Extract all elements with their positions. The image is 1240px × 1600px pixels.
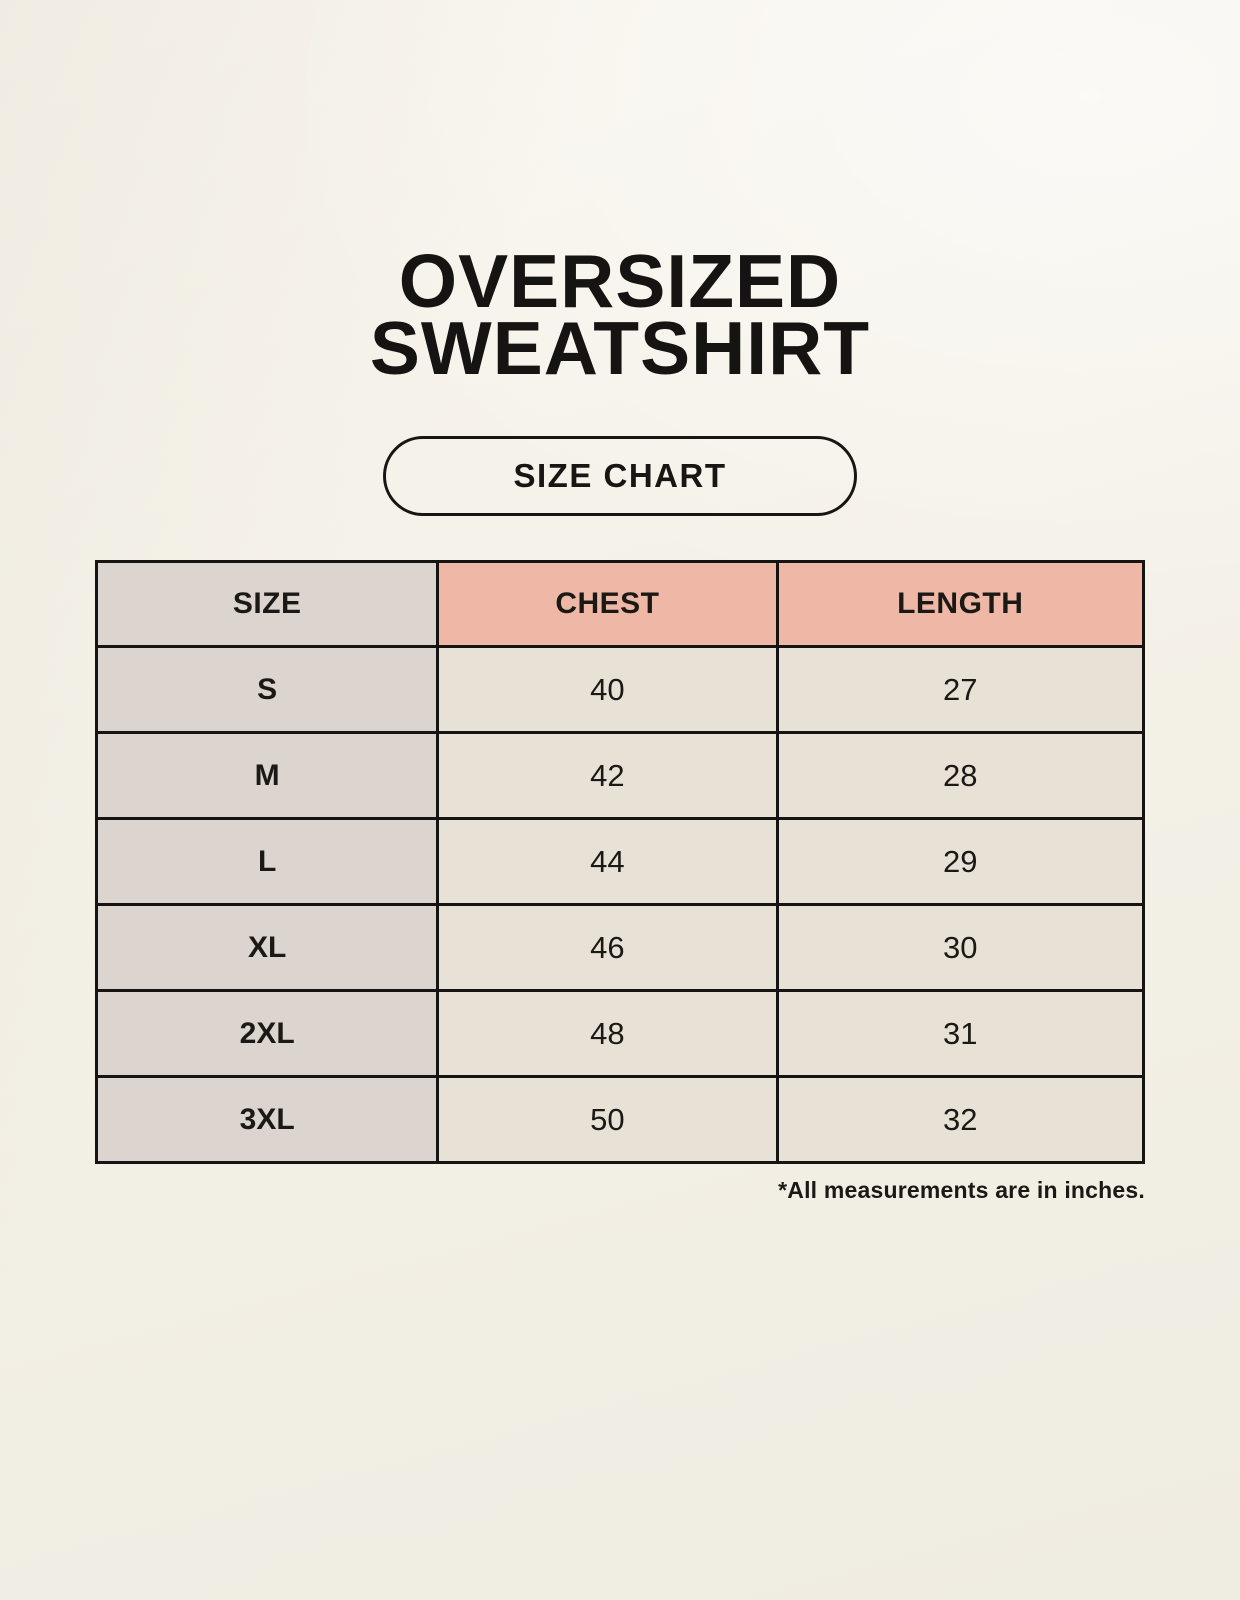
chest-value: 50 xyxy=(438,1077,777,1163)
size-label: 2XL xyxy=(97,991,438,1077)
table-row-l xyxy=(97,819,1144,905)
chest-value: 48 xyxy=(438,991,777,1077)
page-title xyxy=(95,239,1145,390)
size-label: L xyxy=(97,819,438,905)
column-header-length: LENGTH xyxy=(777,562,1143,647)
table-row-2xl xyxy=(97,991,1144,1077)
table-row-xl xyxy=(97,905,1144,991)
content-column xyxy=(95,0,1145,1204)
size-label: XL xyxy=(97,905,438,991)
size-label: M xyxy=(97,733,438,819)
column-header-size: SIZE xyxy=(97,562,438,647)
table-row-m xyxy=(97,733,1144,819)
size-chart-table xyxy=(95,560,1145,1164)
title-line-1: OVERSIZED xyxy=(398,239,842,323)
length-value: 27 xyxy=(777,647,1143,733)
chest-value: 46 xyxy=(438,905,777,991)
table-header-row xyxy=(97,562,1144,647)
size-chart-badge-label: SIZE CHART xyxy=(513,457,727,494)
size-chart-badge xyxy=(383,436,857,516)
table-row-3xl xyxy=(97,1077,1144,1163)
column-header-chest: CHEST xyxy=(438,562,777,647)
chest-value: 42 xyxy=(438,733,777,819)
chest-value: 44 xyxy=(438,819,777,905)
size-label: S xyxy=(97,647,438,733)
table-row-s xyxy=(97,647,1144,733)
chest-value: 40 xyxy=(438,647,777,733)
length-value: 31 xyxy=(777,991,1143,1077)
length-value: 32 xyxy=(777,1077,1143,1163)
length-value: 28 xyxy=(777,733,1143,819)
length-value: 30 xyxy=(777,905,1143,991)
length-value: 29 xyxy=(777,819,1143,905)
size-label: 3XL xyxy=(97,1077,438,1163)
title-line-2: SWEATSHIRT xyxy=(369,306,871,390)
measurements-footnote: *All measurements are in inches. xyxy=(778,1177,1145,1203)
